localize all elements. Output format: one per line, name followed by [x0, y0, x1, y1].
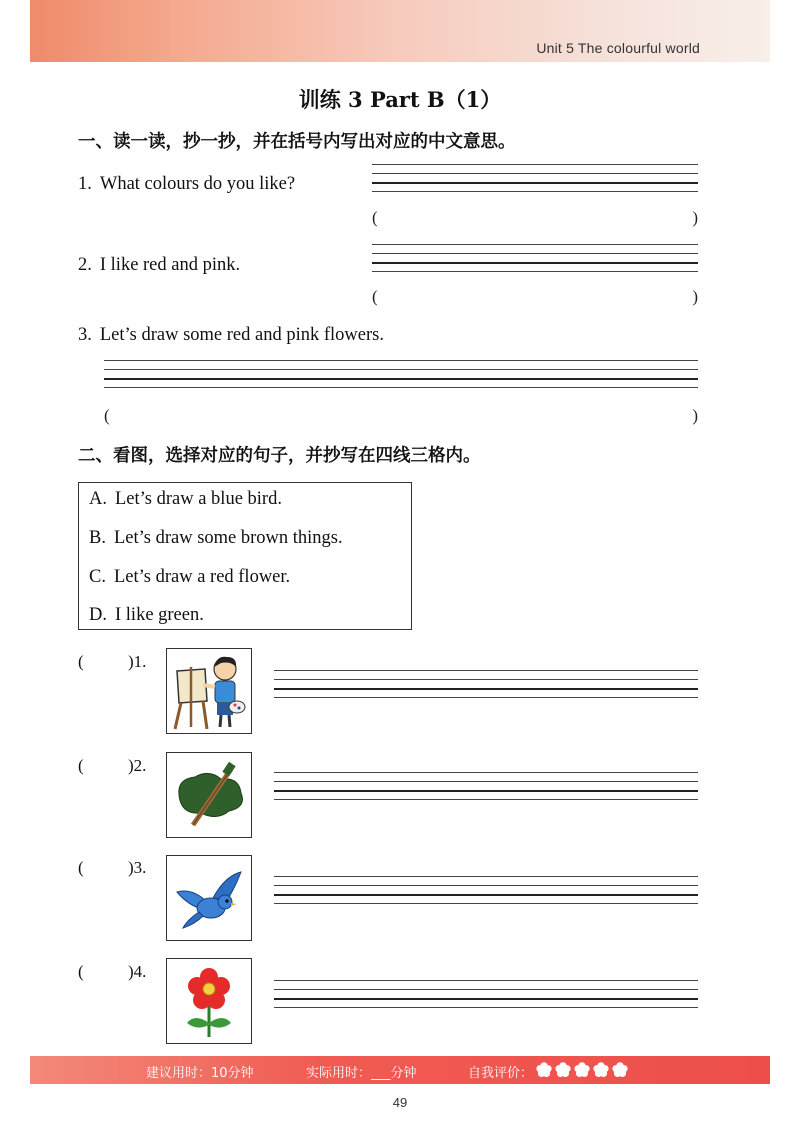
picture-paint-brush [166, 752, 252, 838]
question-3 [78, 325, 384, 346]
option-d: D. I like green. [89, 605, 204, 625]
writing-lines-item-2[interactable] [274, 772, 698, 800]
suggested-time: 建议用时：10分钟 [146, 1066, 254, 1081]
blue-bird-icon [169, 858, 249, 938]
self-eval-label: 自我评价： [468, 1066, 534, 1081]
option-b: B. Let’s draw some brown things. [89, 528, 343, 548]
section1-heading: 一、读一读，抄一抄，并在括号内写出对应的中文意思。 [78, 132, 516, 152]
paren-open: ( [372, 208, 378, 227]
star-icon[interactable] [536, 1062, 552, 1078]
writing-lines-2[interactable] [372, 244, 698, 272]
question-2 [78, 255, 240, 276]
writing-lines-3[interactable] [104, 360, 698, 388]
question-1 [78, 174, 295, 195]
options-box [78, 482, 412, 630]
boy-painting-icon [169, 651, 249, 731]
paren-close: ) [692, 208, 698, 227]
question-number: 1. [78, 174, 92, 194]
question-text: I like red and pink. [99, 255, 241, 275]
option-c: C. Let’s draw a red flower. [89, 567, 291, 587]
red-flower-icon [169, 961, 249, 1041]
question-number: 3. [78, 325, 92, 345]
page-title: 训练 3 Part B（1） [298, 87, 502, 112]
question-text: Let’s draw some red and pink flowers. [99, 325, 384, 345]
paren-close: ) [692, 406, 698, 425]
star-icon[interactable] [612, 1062, 628, 1078]
answer-parens-1[interactable] [372, 208, 698, 230]
paren-close: ) [692, 287, 698, 306]
question-text: What colours do you like? [99, 174, 296, 194]
picture-blue-bird [166, 855, 252, 941]
unit-title: Unit 5 The colourful world [536, 40, 700, 56]
star-icon[interactable] [593, 1062, 609, 1078]
writing-lines-item-1[interactable] [274, 670, 698, 698]
star-icon[interactable] [574, 1062, 590, 1078]
option-a: A. Let’s draw a blue bird. [89, 489, 282, 509]
star-icon[interactable] [555, 1062, 571, 1078]
actual-time[interactable]: 实际用时：___分钟 [306, 1066, 417, 1081]
question-number: 2. [78, 255, 92, 275]
section2-heading: 二、看图，选择对应的句子，并抄写在四线三格内。 [78, 446, 481, 466]
writing-lines-1[interactable] [372, 164, 698, 192]
answer-parens-2[interactable] [372, 287, 698, 309]
paren-open: ( [372, 287, 378, 306]
paint-brush-icon [169, 755, 249, 835]
writing-lines-item-3[interactable] [274, 876, 698, 904]
paren-open: ( [104, 406, 110, 425]
answer-parens-3[interactable] [104, 406, 698, 428]
page-number: 49 [392, 1095, 408, 1110]
picture-boy-painting [166, 648, 252, 734]
picture-red-flower [166, 958, 252, 1044]
writing-lines-item-4[interactable] [274, 980, 698, 1008]
